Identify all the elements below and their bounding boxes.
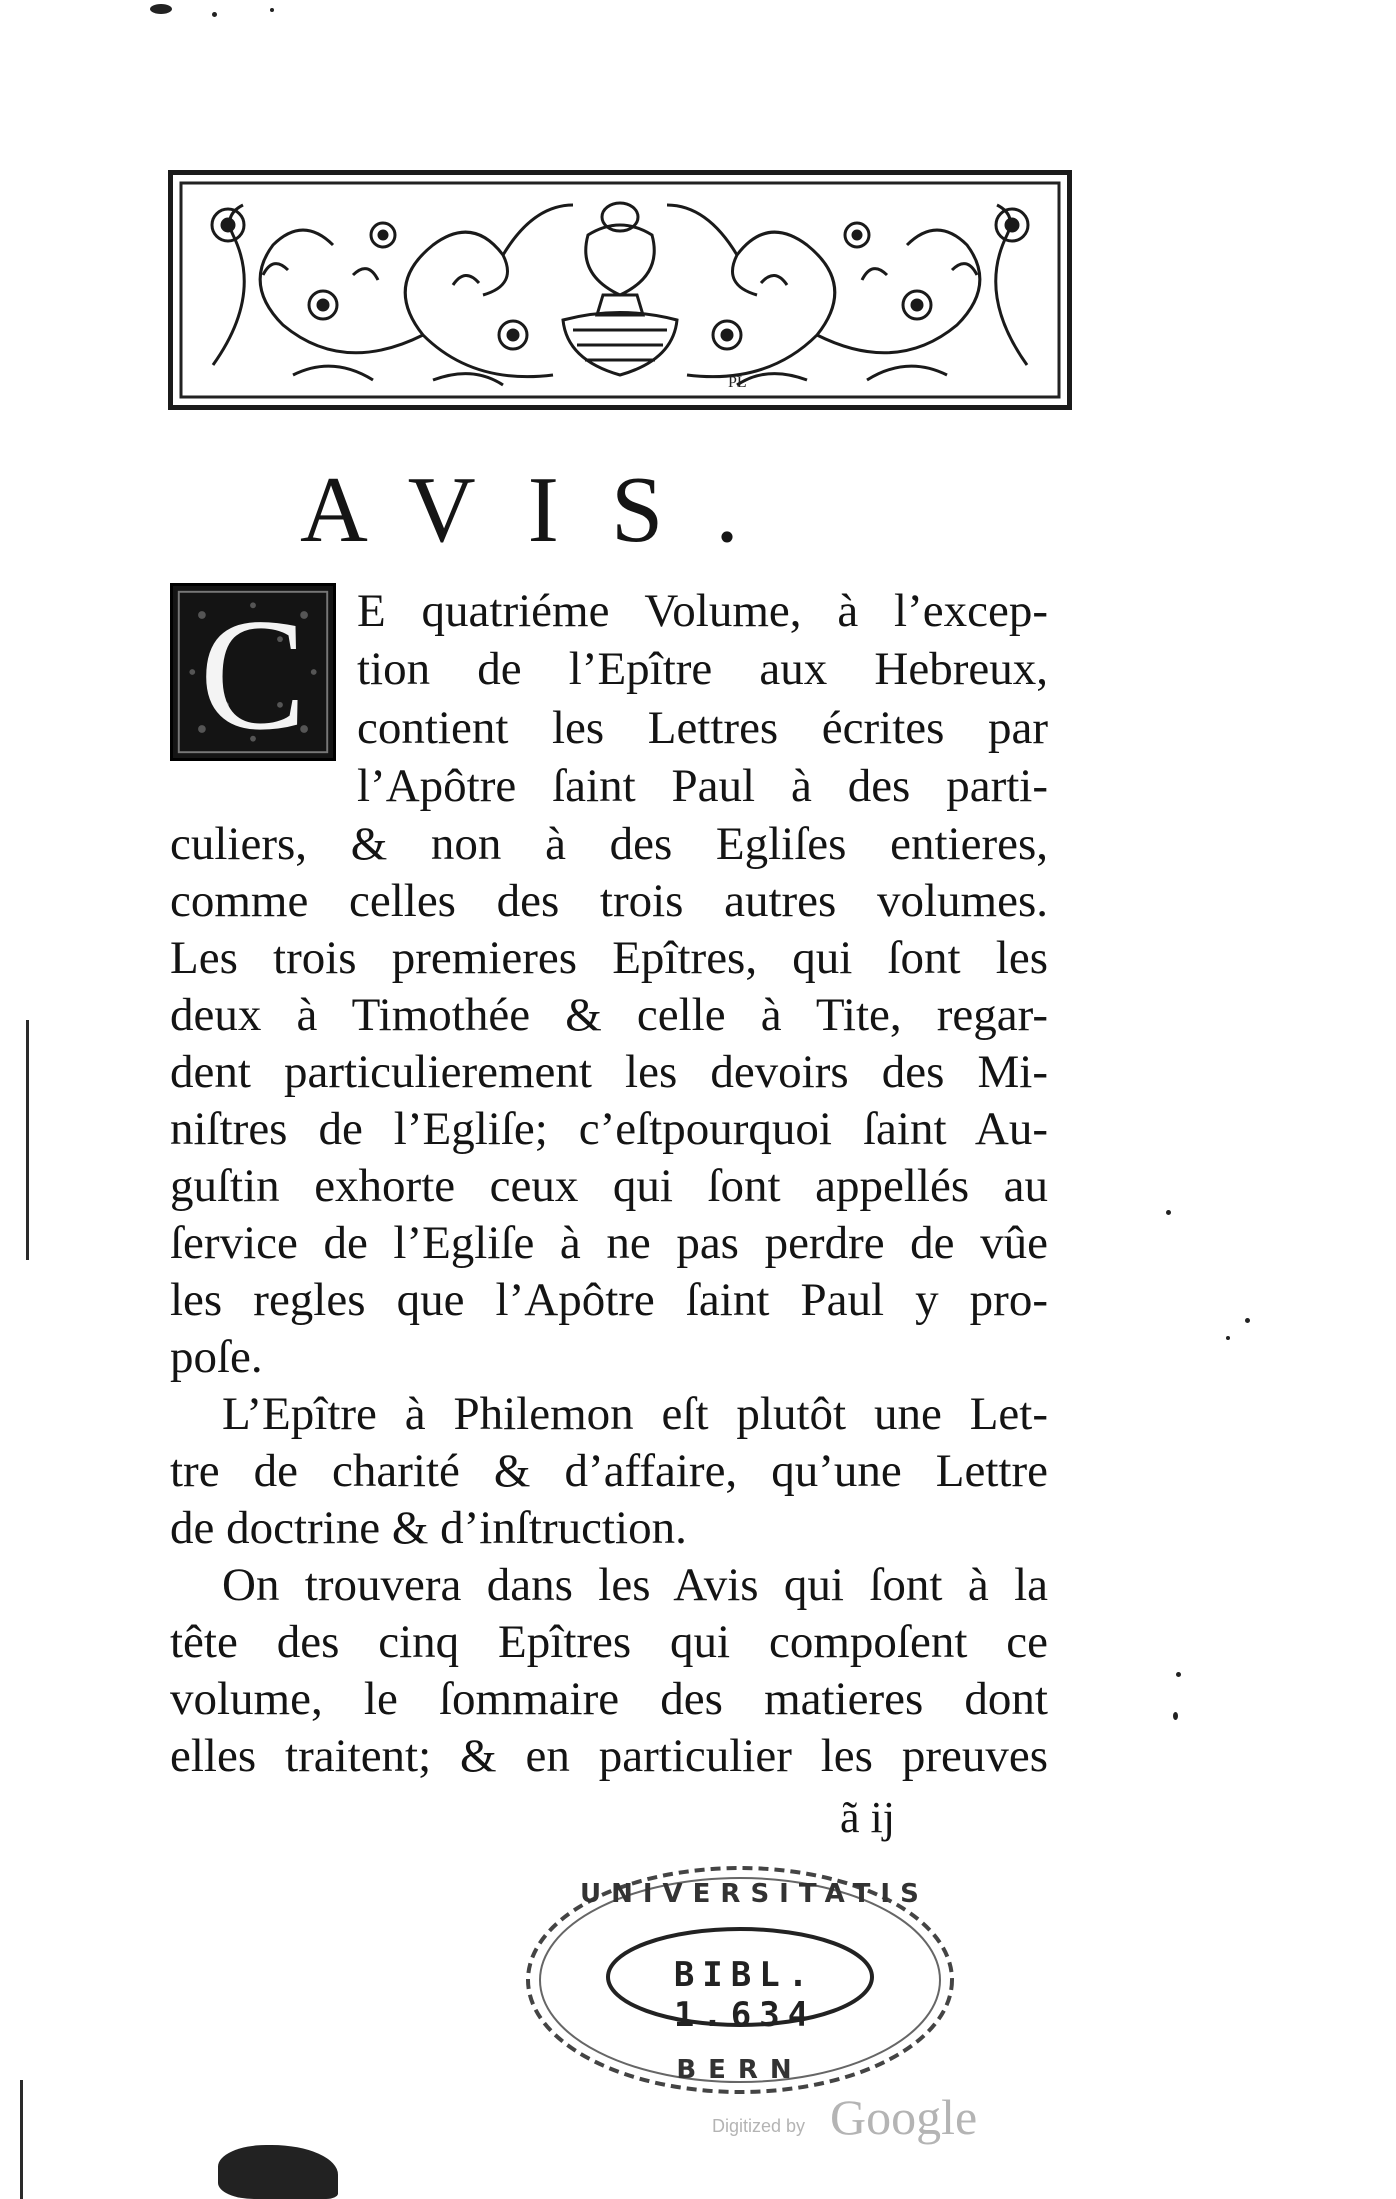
text-line: dent particulierement les devoirs des Mi- xyxy=(170,1046,1048,1098)
text-line: volume, le ſommaire des matieres dont xyxy=(170,1673,1048,1725)
text-line: culiers, & non à des Egliſes entieres, xyxy=(170,818,1048,870)
margin-speck-2 xyxy=(1245,1318,1250,1323)
watermark-logo-text: Google xyxy=(830,2089,978,2145)
text-line: Les trois premieres Epîtres, qui ſont les xyxy=(170,932,1048,984)
urn-icon xyxy=(563,203,677,375)
floral-ornament-icon xyxy=(173,175,1067,405)
text-line: l’Apôtre ſaint Paul à des parti- xyxy=(357,760,1048,812)
ornament-signature: PL xyxy=(728,374,747,391)
text-line: elles traitent; & en particulier les preuves xyxy=(170,1730,1048,1782)
left-edge-shadow xyxy=(26,1020,29,1260)
decorated-initial xyxy=(170,583,336,761)
text-line: niſtres de l’Egliſe; c’eſtpourquoi ſaint Au- xyxy=(170,1103,1048,1155)
right-scroll-icon xyxy=(667,205,1028,385)
bottom-blot xyxy=(218,2145,338,2199)
stamp-middle-text: BIBL. 1.634 xyxy=(673,1955,817,2035)
text-line: poſe. xyxy=(170,1331,263,1383)
stamp-bottom-text: BERN xyxy=(676,2055,804,2085)
text-line: ſervice de l’Egliſe à ne pas perdre de vûe xyxy=(170,1217,1048,1269)
text-line: L’Epître à Philemon eſt plutôt une Let- xyxy=(222,1388,1048,1440)
page-title: AVIS. xyxy=(300,458,791,562)
google-watermark xyxy=(712,2088,1012,2148)
margin-speck-1 xyxy=(1166,1210,1171,1215)
text-line: les regles que l’Apôtre ſaint Paul y pro- xyxy=(170,1274,1048,1326)
margin-speck-3 xyxy=(1226,1336,1230,1340)
text-line: On trouvera dans les Avis qui ſont à la xyxy=(222,1559,1048,1611)
library-stamp xyxy=(520,1855,960,2105)
text-line: comme celles des trois autres volumes. xyxy=(170,875,1048,927)
margin-speck-5 xyxy=(1173,1712,1178,1720)
top-edge-speck-3 xyxy=(270,8,274,12)
text-line: deux à Timothée & celle à Tite, regar- xyxy=(170,989,1048,1041)
text-line: tion de l’Epître aux Hebreux, xyxy=(357,643,1048,695)
text-line: de doctrine & d’inſtruction. xyxy=(170,1502,687,1554)
stamp-top-text: UNIVERSITATIS xyxy=(580,1879,929,1909)
text-line: guſtin exhorte ceux qui ſont appellés au xyxy=(170,1160,1048,1212)
text-line: contient les Lettres écrites par xyxy=(357,702,1048,754)
left-scroll-icon xyxy=(212,205,573,385)
text-line: tre de charité & d’affaire, qu’une Lettre xyxy=(170,1445,1048,1497)
text-line: E quatriéme Volume, à l’excep- xyxy=(357,585,1048,637)
text-line: tête des cinq Epîtres qui compoſent ce xyxy=(170,1616,1048,1668)
initial-letter: C xyxy=(199,585,307,763)
ornamental-headpiece xyxy=(168,170,1072,410)
watermark-small-text: Digitized by xyxy=(712,2116,806,2136)
top-edge-specks xyxy=(150,4,172,14)
signature-mark: ã ij xyxy=(840,1793,895,1842)
margin-speck-4 xyxy=(1176,1672,1181,1677)
left-edge-shadow-bottom xyxy=(20,2080,23,2199)
top-edge-speck-2 xyxy=(212,12,217,17)
